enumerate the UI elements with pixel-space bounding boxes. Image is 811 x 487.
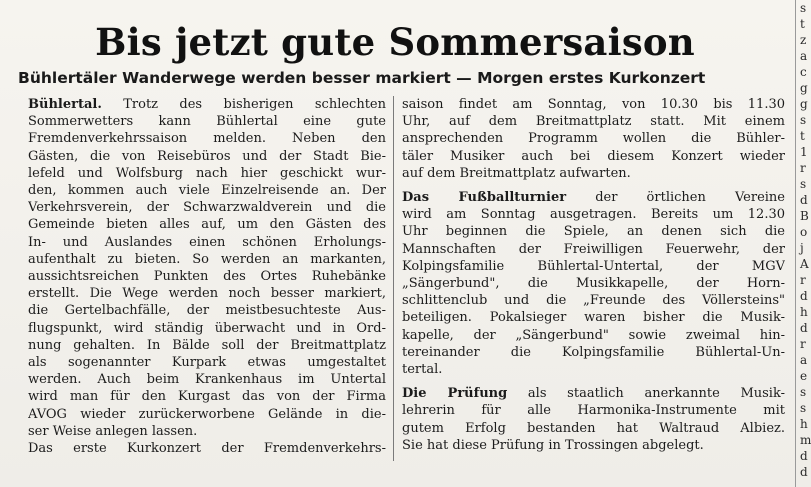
edge-letter: z xyxy=(800,33,807,47)
edge-letter: A xyxy=(800,257,809,271)
edge-letter: s xyxy=(800,385,807,399)
edge-letter: t xyxy=(800,129,805,143)
edge-letter: r xyxy=(800,161,806,175)
edge-letter: r xyxy=(800,273,806,287)
right-line: tertal. xyxy=(402,362,443,378)
edge-letter: d xyxy=(800,193,808,207)
left-line: flugspunkt, wird ständig überwacht und in Ord- xyxy=(28,320,386,336)
edge-letter: s xyxy=(800,1,807,15)
edge-letter: s xyxy=(800,401,807,415)
right-line: Sie hat diese Prüfung in Trossingen abgelegt. xyxy=(402,437,704,453)
edge-letter: t xyxy=(800,17,805,31)
column-divider xyxy=(393,96,394,461)
right-line: „Sängerbund", die Musikkapelle, der Horn- xyxy=(402,276,785,292)
lead-word: Die Prüfung xyxy=(402,386,508,402)
headline: Bis jetzt gute Sommersaison xyxy=(95,20,695,64)
right-line: Kolpingsfamilie Bühlertal-Untertal, der MGV xyxy=(402,258,785,274)
right-line: kapelle, der „Sängerbund" sowie zweimal hin- xyxy=(402,327,785,343)
left-line: nung gehalten. In Bälde soll der Breitmattplatz xyxy=(28,337,386,353)
edge-letter: d xyxy=(800,465,808,479)
right-line xyxy=(402,385,785,402)
lead-word: Bühlertal. xyxy=(28,97,102,112)
left-line: die Gertelbachfälle, der meistbesuchteste Aus- xyxy=(28,303,386,319)
right-line: ansprechenden Programm wollen die Bühler- xyxy=(402,131,785,147)
edge-letter: g xyxy=(800,81,808,95)
left-line: ser Weise anlegen lassen. xyxy=(28,423,198,439)
right-column xyxy=(402,96,785,454)
right-line: Mannschaften der Freiwilligen Feuerwehr, der xyxy=(402,241,785,257)
edge-letter: m xyxy=(800,433,811,447)
edge-letter: r xyxy=(800,337,806,351)
edge-letter: d xyxy=(800,289,808,303)
edge-letter: h xyxy=(800,305,808,319)
left-column xyxy=(28,96,386,457)
adjacent-column-fragment xyxy=(795,0,811,487)
left-line: aussichtsreichen Punkten des Ortes Ruhebänke xyxy=(28,269,386,285)
right-line: Uhr, auf dem Breitmattplatz statt. Mit einem xyxy=(402,114,785,130)
right-line: saison findet am Sonntag, von 10.30 bis 11.30 xyxy=(402,97,785,112)
left-line: den, kommen auch viele Einzelreisende an. Der xyxy=(28,183,386,199)
edge-letter: c xyxy=(800,65,807,79)
left-line xyxy=(28,96,386,113)
edge-letter: s xyxy=(800,113,807,127)
right-line-rest: als staatlich anerkannte Musik- xyxy=(507,386,785,402)
left-line: Gemeinde bieten alles auf, um den Gästen des xyxy=(28,217,386,233)
right-line: beteiligen. Pokalsieger waren bisher die Musik- xyxy=(402,310,785,326)
left-line: erstellt. Die Wege werden noch besser markiert, xyxy=(28,286,386,302)
edge-letter: e xyxy=(800,369,808,383)
edge-letter: d xyxy=(800,449,808,463)
edge-letter: h xyxy=(800,417,808,431)
left-line-rest: Trotz des bisherigen schlechten xyxy=(101,97,386,112)
left-line: aufenthalt zu bieten. So werden an markanten, xyxy=(28,251,386,267)
right-line-rest: der örtlichen Vereine xyxy=(566,190,785,206)
edge-letter: B xyxy=(800,209,809,223)
lead-word: Das Fußballturnier xyxy=(402,190,567,206)
right-line: täler Musiker auch bei diesem Konzert wieder xyxy=(402,148,785,164)
right-line: schlittenclub und die „Freunde des Völlersteins" xyxy=(402,293,785,309)
right-line xyxy=(402,189,785,206)
right-line: Uhr beginnen die Spiele, an denen sich die xyxy=(402,224,785,240)
left-line: AVOG wieder zurückerworbene Gelände in die- xyxy=(28,406,386,422)
edge-letter: a xyxy=(800,353,808,367)
right-line: auf dem Breitmattplatz aufwarten. xyxy=(402,165,631,181)
edge-letter: a xyxy=(800,49,808,63)
edge-letter: 1 xyxy=(800,145,808,159)
left-line: werden. Auch beim Krankenhaus im Untertal xyxy=(28,372,386,388)
left-line: Das erste Kurkonzert der Fremdenverkehrs- xyxy=(28,441,386,457)
right-line: lehrerin für alle Harmonika-Instrumente mit xyxy=(402,403,785,419)
edge-letter: o xyxy=(800,225,808,239)
left-line: Sommerwetters kann Bühlertal eine gute xyxy=(28,114,386,130)
left-line: lefeld und Wolfsburg nach hier geschickt wur- xyxy=(28,165,386,181)
edge-letter: j xyxy=(800,241,804,255)
edge-letter: d xyxy=(800,321,808,335)
right-line: gutem Erfolg bestanden hat Waltraud Albiez. xyxy=(402,420,785,436)
edge-letter: g xyxy=(800,97,808,111)
right-line: wird am Sonntag ausgetragen. Bereits um 12.30 xyxy=(402,207,785,223)
left-line: Fremdenverkehrssaison melden. Neben den xyxy=(28,131,386,147)
subheadline: Bühlertäler Wanderwege werden besser markiert — Morgen erstes Kurkonzert xyxy=(18,69,706,87)
left-line: wird man für den Kurgast das von der Firma xyxy=(28,389,386,405)
left-line: In- und Auslandes einen schönen Erholungs- xyxy=(28,234,386,250)
left-line: Gästen, die von Reisebüros und der Stadt Bie- xyxy=(28,148,386,164)
edge-letter: s xyxy=(800,177,807,191)
right-line: tereinander die Kolpingsfamilie Bühlertal-Un- xyxy=(402,344,785,360)
left-line: Verkehrsverein, der Schwarzwaldverein und die xyxy=(28,200,386,216)
left-line: als sogenannter Kurpark etwas umgestaltet xyxy=(28,355,386,371)
